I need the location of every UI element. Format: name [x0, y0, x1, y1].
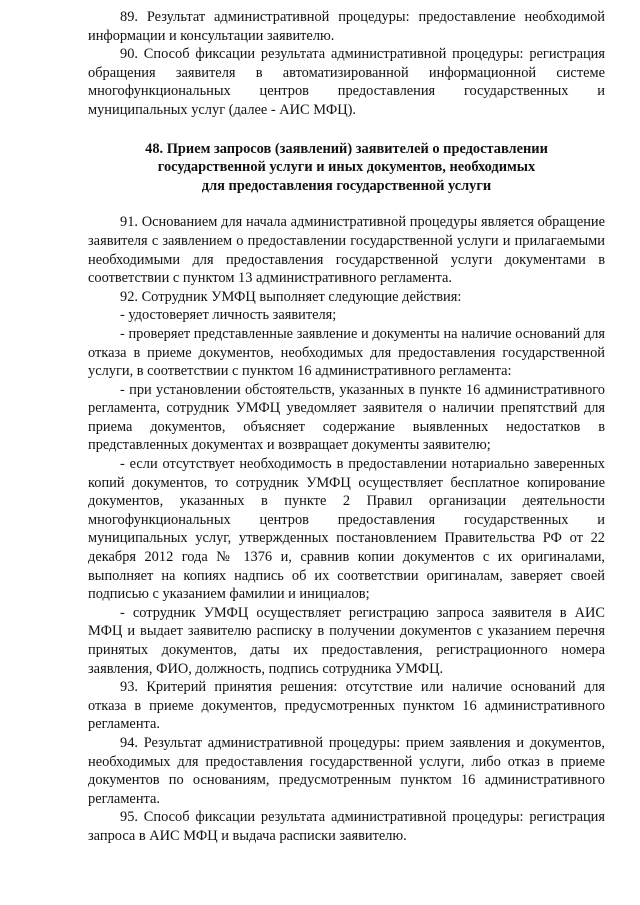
heading-line-1: 48. Прием запросов (заявлений) заявителей о предоставлении [145, 140, 548, 157]
heading-line-3: для предоставления государственной услуги [201, 177, 492, 194]
paragraph-92: 92. Сотрудник УМФЦ выполняет следующие действия: [120, 288, 462, 305]
list-item-registration: - сотрудник УМФЦ осуществляет регистрацию запроса заявителя в АИС МФЦ и выдает заявителю расписку в получении документов с указанием перечня принятых документов, даты их предоставления, регистрационного номера заявления, ФИО, должность, подпись сотрудника УМФЦ. [88, 604, 605, 677]
paragraph-89: 89. Результат административной процедуры: предоставление необходимой информации и консультации заявителю. [88, 9, 605, 44]
heading-line-2: государственной услуги и иных документов, необходимых [157, 159, 536, 176]
section-heading-48 [88, 140, 605, 196]
paragraph-94: 94. Результат административной процедуры: прием заявления и документов, необходимых для предоставления государственной услуги, либо отказ в приеме документов по основаниям, предусмотренным пунктом 16 административного регламента. [88, 734, 605, 807]
paragraph-91: 91. Основанием для начала административной процедуры является обращение заявителя с заявлением о предоставлении государственной услуги и прилагаемыми необходимыми для предоставления государственной услуги документами в соответствии с пунктом 13 административного регламента. [88, 214, 605, 287]
list-item-obstacles: - при установлении обстоятельств, указанных в пункте 16 административного регламента, сотрудник УМФЦ уведомляет заявителя о наличии препятствий для приема документов, объясняет содержание выявленных недостатков в представленных документах и возвращает документы заявителю; [88, 381, 605, 454]
list-item-copying: - если отсутствует необходимость в предоставлении нотариально заверенных копий документов, то сотрудник УМФЦ осуществляет бесплатное копирование документов, указанных в пункте 2 Правил организации деятельности многофункциональных центров предоставления государственных и муниципальных услуг, утвержденных постановлением Правительства РФ от 22 декабря 2012 года № 1376 и, сравнив копии документов с их оригиналами, выполняет на копиях надпись об их соответствии оригиналам, заверяет своей подписью с указанием фамилии и инициалов; [88, 456, 605, 603]
list-item-identity: - удостоверяет личность заявителя; [120, 307, 337, 324]
paragraph-95: 95. Способ фиксации результата административной процедуры: регистрация запроса в АИС МФЦ и выдача расписки заявителю. [88, 809, 605, 844]
document-page [88, 8, 605, 846]
paragraph-93: 93. Критерий принятия решения: отсутствие или наличие оснований для отказа в приеме документов, предусмотренных пунктом 16 административного регламента. [88, 679, 605, 733]
paragraph-90: 90. Способ фиксации результата административной процедуры: регистрация обращения заявителя в автоматизированной информационной системе многофункциональных центров предоставления государственных и муниципальных услуг (далее - АИС МФЦ). [88, 46, 605, 118]
list-item-check-documents: - проверяет представленные заявление и документы на наличие оснований для отказа в приеме документов, необходимых для предоставления государственной услуги, в соответствии с пунктом 16 административного регламента: [88, 325, 605, 380]
